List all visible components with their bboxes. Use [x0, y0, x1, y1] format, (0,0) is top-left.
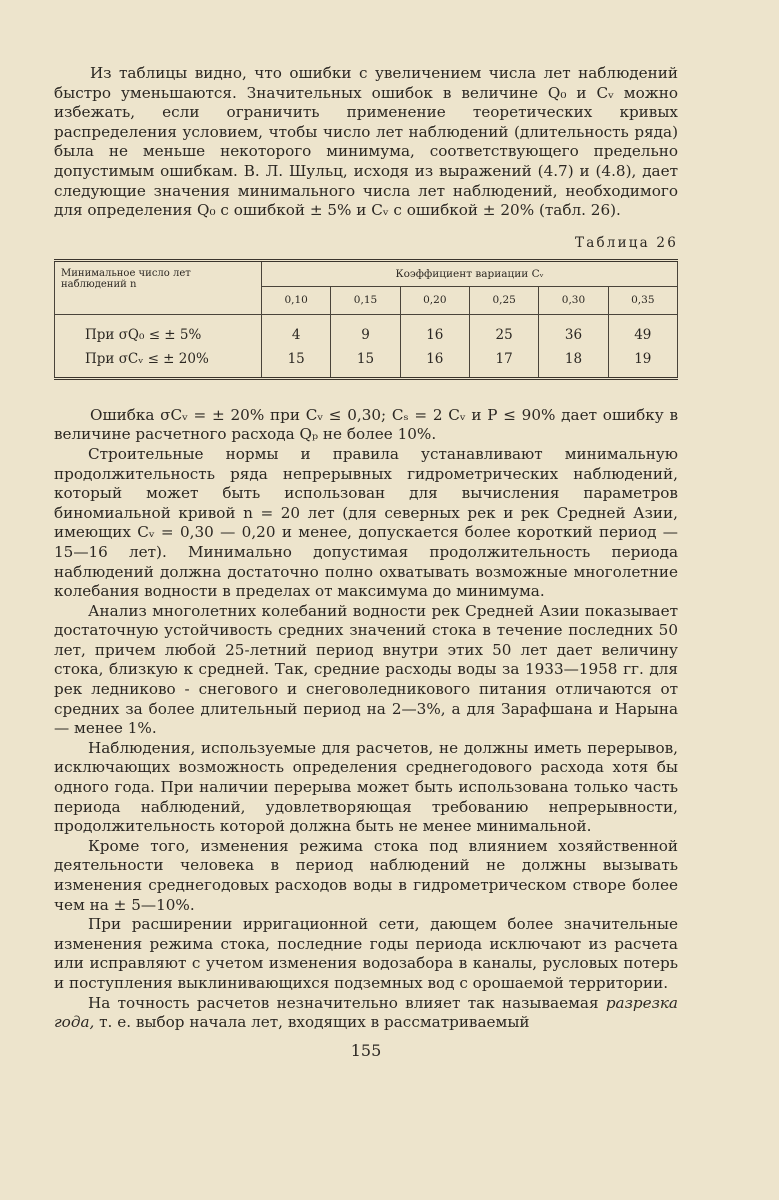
column-header: 0,30 — [539, 287, 608, 315]
paragraph-error: Ошибка σCᵥ = ± 20% при Cᵥ ≤ 0,30; Cₛ = 2 Cᵥ и P ≤ 90% дает ошибку в величине расчетного расхода Qₚ не более 10%. — [54, 405, 678, 444]
paragraph-analysis: Анализ многолетних колебаний водности рек Средней Азии показывает достаточную устойчивость средних значений стока в течение последних 50 лет, причем любой 25-летний период внутри этих 50 лет дает величину стока, близкую к средней. Так, средние расходы воды за 1933—1958 гг. для рек ледниково - снегового и снеговоледникового питания отличаются от средних за более длительный период на 2—3%, а для Зарафшана и Нарына — менее 1%. — [54, 601, 678, 738]
table-row — [55, 314, 678, 347]
paragraph-last — [54, 994, 678, 1033]
column-header: 0,15 — [331, 287, 400, 315]
paragraph-observations: Наблюдения, используемые для расчетов, не должны иметь перерывов, исключающих возможность определения среднегодового расхода хотя бы одного года. При наличии перерыва может быть использована только часть периода наблюдений, удовлетворяющая требованию непрерывности, продолжительность которой должна быть не менее минимальной. — [54, 738, 678, 836]
page-number: 155 — [350, 1040, 382, 1060]
paragraph-last-start: На точность расчетов незначительно влияет так называемая — [88, 993, 606, 1012]
table-cell: 36 — [539, 314, 608, 347]
column-header: 0,10 — [262, 287, 331, 315]
column-header: 0,20 — [400, 287, 469, 315]
paragraph-last-end: т. е. выбор начала лет, входящих в рассматриваемый — [94, 1013, 530, 1032]
paragraph-norms: Строительные нормы и правила устанавливают минимальную продолжительность ряда непрерывных гидрометрических наблюдений, который может быть использован для вычисления параметров биномиальной кривой n = 20 лет (для северных рек и рек Средней Азии, имеющих Cᵥ = 0,30 — 0,20 и менее, допускается более короткий период — 15—16 лет). Минимально допустимая продолжительность периода наблюдений должна достаточно полно охватывать возможные многолетние колебания водности в пределах от максимума до минимума. — [54, 444, 678, 601]
table-caption: Таблица 26 — [575, 234, 678, 251]
table-cell: 17 — [469, 347, 538, 379]
paragraph-irrigation: При расширении ирригационной сети, дающем более значительные изменения режима стока, последние годы периода исключают из расчета или исправляют с учетом изменения водозабора в каналы, русловых потерь и поступления выклинивающихся подземных вод с орошаемой территории. — [54, 915, 678, 992]
table-cell: 16 — [400, 314, 469, 347]
table-cell: 19 — [608, 347, 677, 379]
table-cell: 4 — [262, 314, 331, 347]
table-cell: 15 — [331, 347, 400, 379]
page-content — [54, 64, 678, 1060]
table-row — [55, 347, 678, 379]
table-row-header: Минимальное число лет наблюдений n — [55, 260, 262, 314]
column-header: 0,25 — [469, 287, 538, 315]
paragraph-human: Кроме того, изменения режима стока под влиянием хозяйственной деятельности человека в период наблюдений не должны вызывать изменения среднегодовых расходов воды в гидрометрическом створе более чем на ± 5—10%. — [54, 836, 678, 914]
column-header: 0,35 — [608, 287, 677, 315]
table-group-header: Коэффициент вариации Cᵥ — [262, 260, 678, 286]
table-cell: 18 — [539, 347, 608, 379]
table-cell: 15 — [262, 347, 331, 379]
table-26 — [54, 259, 678, 380]
row-label: При σQ₀ ≤ ± 5% — [55, 314, 262, 347]
table-cell: 25 — [469, 314, 538, 347]
table-cell: 49 — [608, 314, 677, 347]
table-cell: 9 — [331, 314, 400, 347]
paragraph-intro: Из таблицы видно, что ошибки с увеличением числа лет наблюдений быстро уменьшаются. Значительных ошибок в величине Q₀ и Cᵥ можно избежать, если ограничить применение теоретических кривых распределения условием, чтобы число лет наблюдений (длительность ряда) была не меньше некоторого минимума, соответствующего предельно допустимым ошибкам. В. Л. Шульц, исходя из выражений (4.7) и (4.8), дает следующие значения минимального числа лет наблюдений, необходимого для определения Q₀ с ошибкой ± 5% и Cᵥ с ошибкой ± 20% (табл. 26). — [54, 64, 678, 220]
table-cell: 16 — [400, 347, 469, 379]
row-label: При σCᵥ ≤ ± 20% — [55, 347, 262, 379]
term-razrezka-goda: разрезка года, — [54, 993, 678, 1032]
